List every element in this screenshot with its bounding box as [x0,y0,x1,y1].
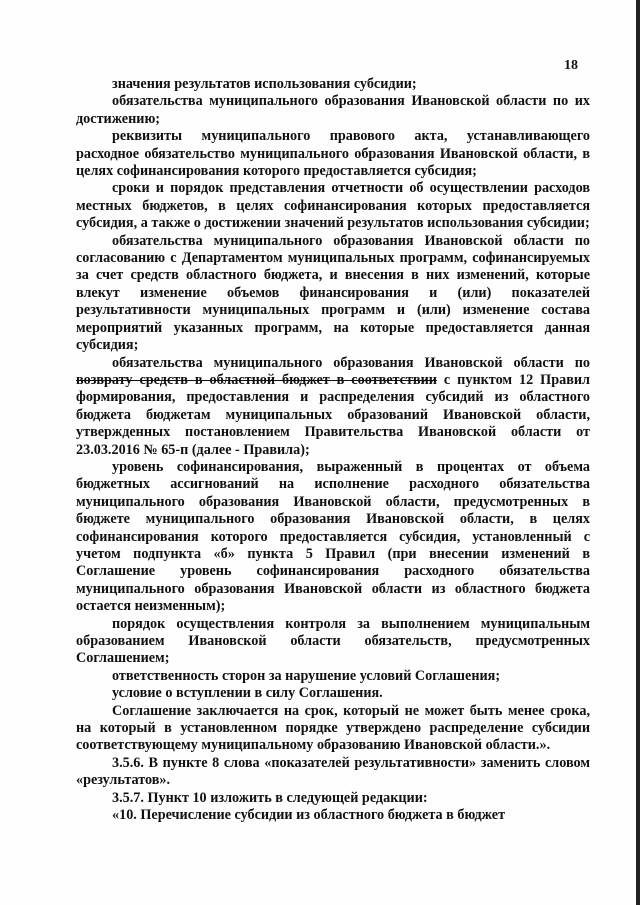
paragraph: 3.5.6. В пункте 8 слова «показателей результативности» заменить словом «результатов». [76,754,590,789]
paragraph: ответственность сторон за нарушение условий Соглашения; [112,667,501,684]
paragraph: Соглашение заключается на срок, который не может быть менее срока, на который в установленном порядке утверждено распределение субсидии соответствующему муниципальному образованию Ивановской области.». [76,702,590,754]
paragraph: порядок осуществления контроля за выполнением муниципальным образованием Ивановской области обязательств, предусмотренных Соглашением; [76,615,590,667]
paragraph: 3.5.7. Пункт 10 изложить в следующей редакции: [112,789,428,806]
paragraph: реквизиты муниципального правового акта, устанавливающего расходное обязательство муниципального образования Ивановской области, в целях софинансирования которого предоставляется субсидия; [76,128,590,180]
paragraph: уровень софинансирования, выраженный в процентах от объема бюджетных ассигнований на исполнение расходного обязательства муниципального образования Ивановской области, предусмотренных в бюджете муниципального образования Ивановской области, в целях софинансирования которого предоставляется субсидия, установленный с учетом подпункта «б» пункта 5 Правил (при внесении изменений в Соглашение уровень софинансирования расходного обязательства муниципального образования Ивановской области из областного бюджета остается неизменным); [76,458,590,615]
paragraph: «10. Перечисление субсидии из областного бюджета в бюджет [112,807,506,824]
paragraph-text: с пунктом 12 Правил формирования, предоставления и распределения субсидий из областного бюджета бюджетам муниципальных образований Ивановской области, утвержденных постановлением Правительства Ивановской области от 23.03.2016 № 65-п (далее - Правила); [76,371,591,458]
struck-text: возврату средств в областной бюджет в соответствии [76,371,437,388]
paragraph-text: обязательства муниципального образования Ивановской области по [112,354,590,371]
document-body [76,76,590,824]
paragraph: обязательства муниципального образования Ивановской области по их достижению; [76,93,590,127]
scan-edge [636,0,640,905]
paragraph: значения результатов использования субсидии; [112,76,417,92]
paragraph: сроки и порядок представления отчетности об осуществлении расходов местных бюджетов, в целях софинансирования которых предоставляется субсидия, а также о достижении значений результатов использования субсидии; [76,180,590,232]
page-number: 18 [564,58,578,73]
paragraph-with-strikethrough [76,355,590,459]
paragraph: обязательства муниципального образования Ивановской области по согласованию с Департаментом муниципальных программ, софинансируемых за счет средств областного бюджета, и внесения в них изменений, которые влекут изменение объемов финансирования и (или) показателей результативности муниципальных программ и (или) изменение состава мероприятий указанных программ, на которые предоставляется данная субсидия; [76,232,590,354]
paragraph: условие о вступлении в силу Соглашения. [112,685,383,702]
